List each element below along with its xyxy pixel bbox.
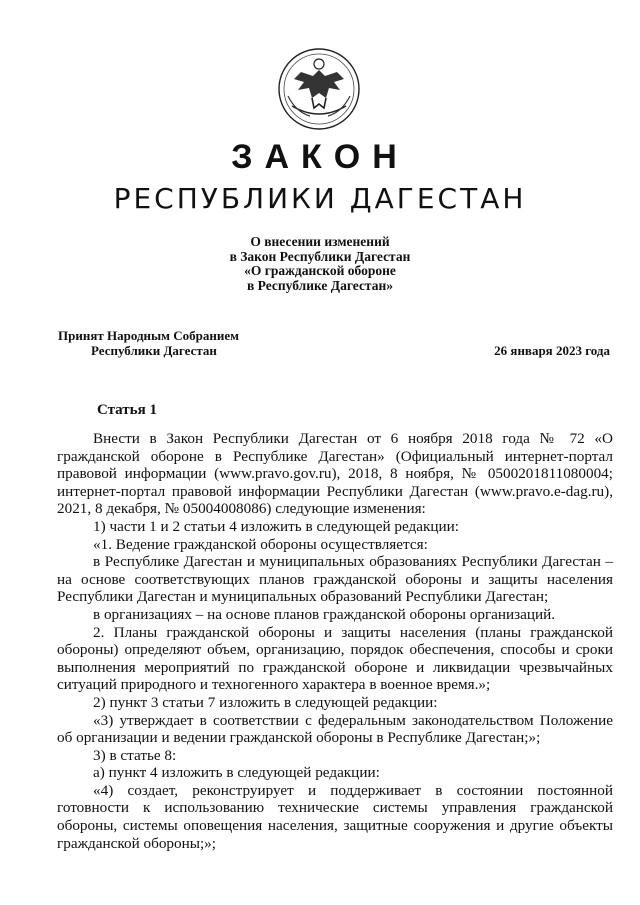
paragraph: а) пункт 4 изложить в следующей редакции: [93, 764, 380, 782]
paragraph: 3) в статье 8: [93, 746, 177, 764]
article-body [57, 430, 613, 852]
paragraph: Внести в Закон Республики Дагестан от 6 ноября 2018 года № 72 «О гражданской обороне в Республике Дагестан» (Официальный интернет-портал правовой информации (www.pravo.gov.ru), 2018, 8 ноября, № 0500201811080004; интернет-портал правовой информации Республики Дагестан (www.pravo.e-dag.ru), 2021, 8 декабря, № 05004008086) следующие изменения: [57, 430, 613, 518]
paragraph: 2) пункт 3 статьи 7 изложить в следующей редакции: [93, 693, 438, 711]
subject-line: О внесении изменений [250, 234, 390, 249]
law-subject [0, 235, 640, 293]
adopted-line: Республики Дагестан [91, 343, 217, 358]
article-heading: Статья 1 [97, 402, 157, 418]
paragraph: «3) утверждает в соответствии с федеральным законодательством Положение об организации и ведении гражданской обороны в Республике Дагестан;»; [57, 711, 613, 747]
paragraph: 1) части 1 и 2 статьи 4 изложить в следующей редакции: [93, 517, 459, 535]
paragraph: 2. Планы гражданской обороны и защиты населения (планы гражданской обороны) определяют объем, организацию, порядок обеспечения, способы и сроки выполнения мероприятий по гражданской обороне и ликвидации чрезвычайных ситуаций природного и техногенного характера в военное время.»; [57, 623, 613, 694]
paragraph: «1. Ведение гражданской обороны осуществляется: [93, 535, 428, 553]
adopted-line: Принят Народным Собранием [58, 328, 240, 343]
paragraph: в Республике Дагестан и муниципальных образованиях Республики Дагестан – на основе соответствующих планов гражданской обороны и защиты населения Республики Дагестан и муниципальных образований Республики Дагестан; [57, 553, 613, 606]
subject-line: в Закон Республики Дагестан [229, 248, 411, 264]
paragraph: в организациях – на основе планов гражданской обороны организаций. [93, 605, 556, 623]
subject-line: в Республике Дагестан» [246, 277, 394, 293]
subject-line: «О гражданской обороне [244, 263, 396, 278]
paragraph: «4) создает, реконструирует и поддерживает в состоянии постоянной готовности к использованию технические системы управления гражданской обороны, системы оповещения населения, защитные сооружения и другие объекты гражданской обороны;»; [57, 781, 613, 852]
adopted-by [58, 328, 239, 358]
adoption-date: 26 января 2023 года [494, 343, 610, 358]
republic-name: РЕСПУБЛИКИ ДАГЕСТАН [113, 182, 527, 215]
law-title: ЗАКОН [231, 138, 409, 176]
coat-of-arms-emblem-icon [276, 46, 362, 132]
